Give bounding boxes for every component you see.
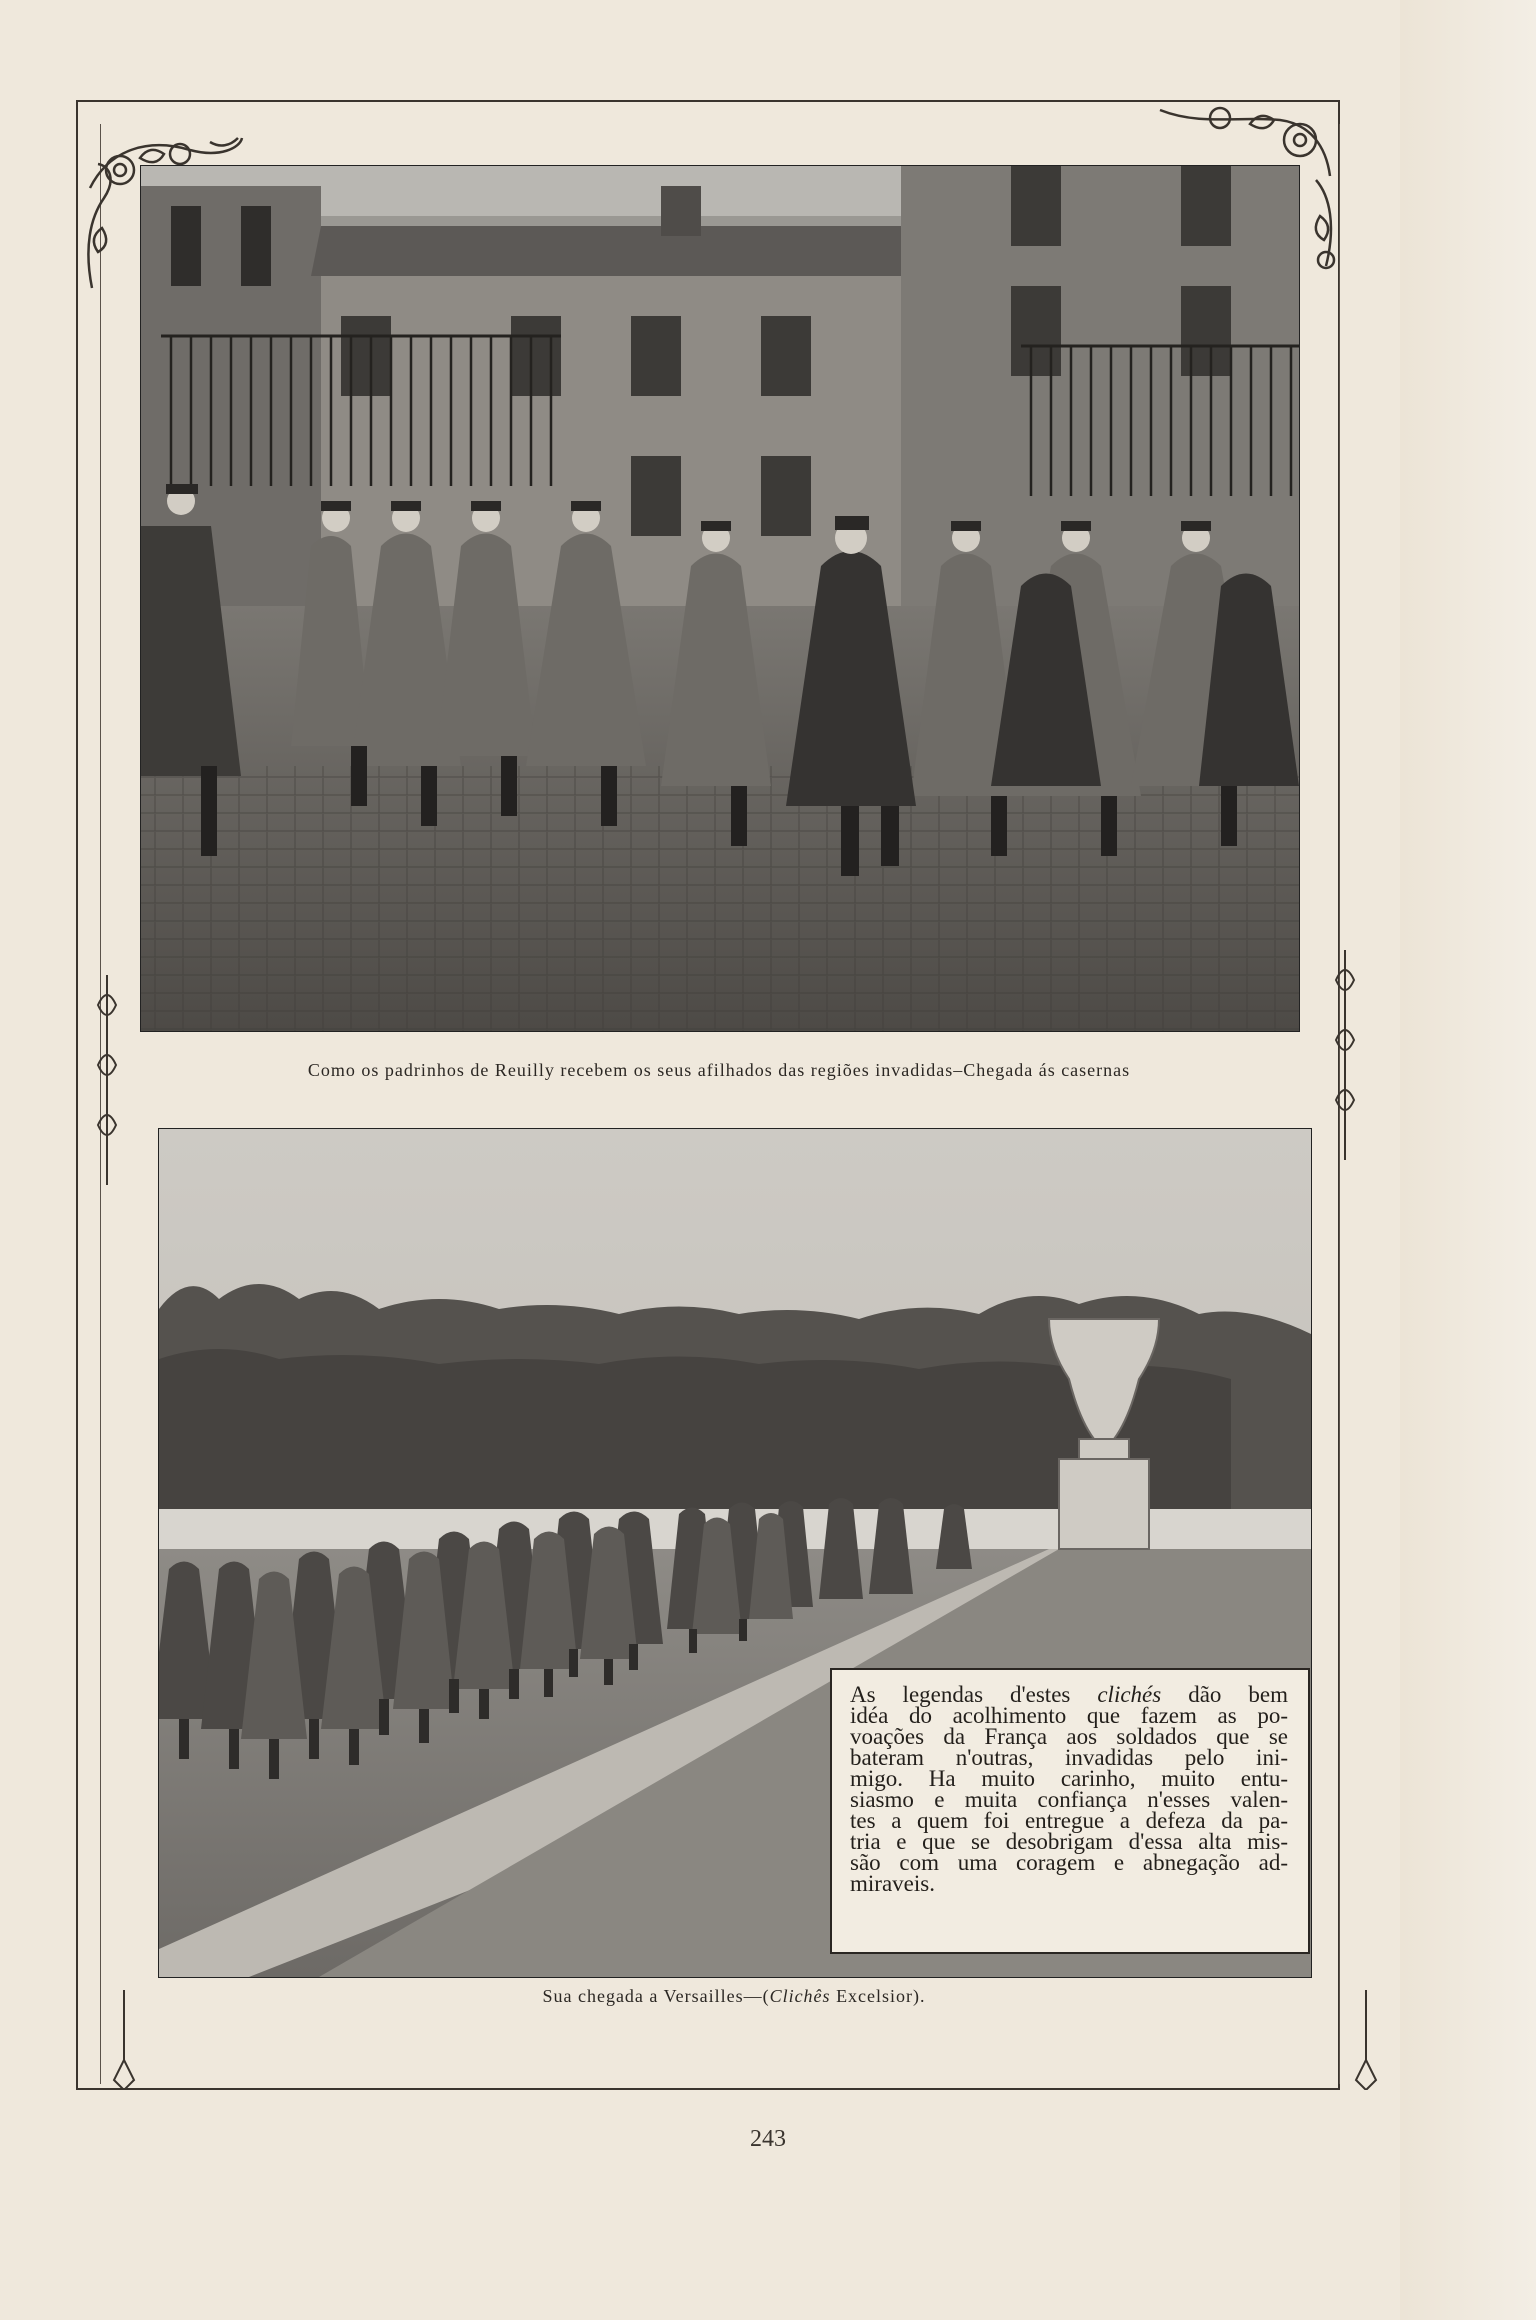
- bottom-finial-right-icon: [1346, 1990, 1386, 2090]
- callout-emphasis: clichés: [1097, 1682, 1162, 1707]
- editorial-callout-box: [830, 1668, 1310, 1954]
- callout-text: dão bem: [1161, 1682, 1288, 1707]
- callout-line: voações da França aos soldados que se: [850, 1724, 1288, 1749]
- callout-line: idéa do acolhimento que fazem as po-: [850, 1703, 1288, 1728]
- caption-credit-italic: Clichês: [769, 1986, 831, 2006]
- callout-line: bateram n'outras, invadidas pelo ini-: [850, 1745, 1288, 1770]
- callout-line: são com uma coragem e abnegação ad-: [850, 1850, 1288, 1875]
- caption-credit-text: Excelsior).: [830, 1986, 926, 2006]
- caption-bottom-photo: [158, 1986, 1310, 2007]
- caption-bottom-text: Sua chegada a Versailles—(: [542, 1986, 770, 2006]
- side-ornament-left-icon: [92, 975, 122, 1185]
- callout-line: miraveis.: [850, 1871, 935, 1896]
- photo-soldiers-at-barracks-gate: [140, 165, 1300, 1032]
- callout-line: [850, 1684, 1288, 1705]
- page-number: 243: [750, 2126, 786, 2152]
- caption-top-photo: Como os padrinhos de Reuilly recebem os seus afilhados das regiões invadidas–Chegada ás casernas: [307, 1060, 1131, 1080]
- callout-text: As legendas d'estes: [850, 1682, 1098, 1707]
- callout-line: siasmo e muita confiança n'esses valen-: [850, 1787, 1288, 1812]
- callout-line: tria e que se desobrigam d'essa alta mis-: [850, 1829, 1288, 1854]
- side-ornament-right-icon: [1330, 950, 1360, 1160]
- bottom-finial-left-icon: [104, 1990, 144, 2090]
- callout-line: tes a quem foi entregue a defeza da pa-: [850, 1808, 1288, 1833]
- callout-line: migo. Ha muito carinho, muito entu-: [850, 1766, 1288, 1791]
- paper-edge: [1400, 0, 1536, 2320]
